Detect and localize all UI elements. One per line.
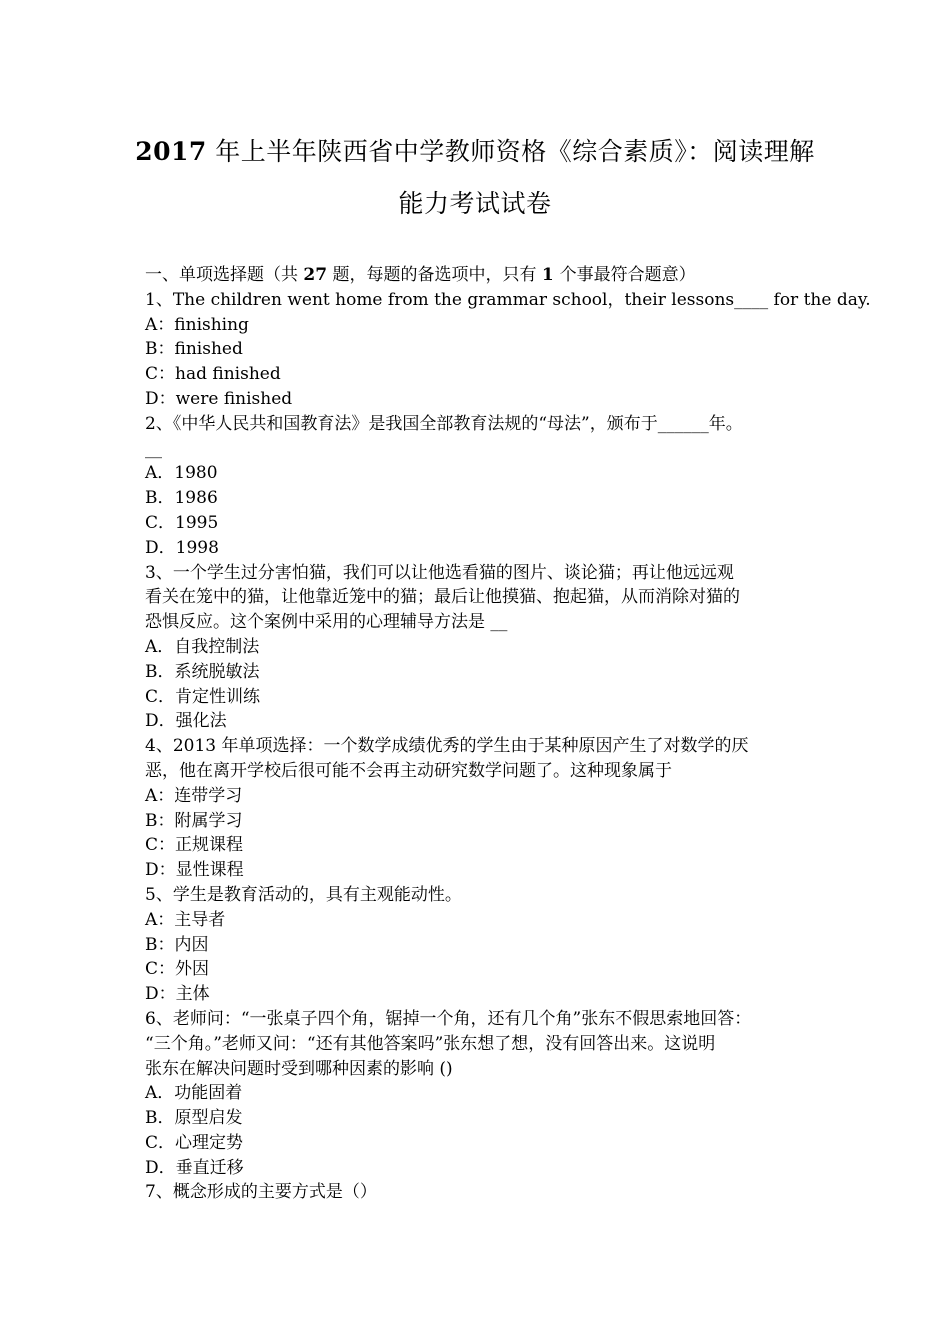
question-stem-continued: “三个角。”老师又问：“还有其他答案吗”张东想了想，没有回答出来。这说明	[145, 1033, 716, 1054]
title-text: 年上半年陕西省中学教师资格《综合素质》：阅读理解	[206, 137, 815, 166]
option-d: D．垂直迁移	[145, 1157, 244, 1178]
option-a: A．功能固着	[145, 1083, 243, 1104]
option-c: C．心理定势	[145, 1132, 244, 1153]
option-b: B．1986	[145, 488, 218, 509]
question-stem: 2、《中华人民共和国教育法》是我国全部教育法规的“母法”，颁布于______年。	[145, 413, 743, 434]
option-c: C．1995	[145, 512, 219, 533]
question-stem: 4、2013 年单项选择：一个数学成绩优秀的学生由于某种原因产生了对数学的厌	[145, 736, 749, 757]
question-stem: 5、学生是教育活动的，具有主观能动性。	[145, 884, 462, 905]
document-title-line-2: 能力考试试卷	[398, 189, 552, 218]
question-4	[145, 734, 810, 883]
option-a: A：finishing	[145, 314, 249, 335]
question-1	[145, 288, 871, 412]
option-d: D．1998	[145, 537, 219, 558]
option-b: B：附属学习	[145, 810, 243, 831]
option-a: A．自我控制法	[145, 636, 260, 657]
option-d: D．强化法	[145, 711, 227, 732]
option-a: A：主导者	[145, 909, 226, 930]
question-stem-continued: 看关在笼中的猫，让他靠近笼中的猫；最后让他摸猫、抱起猫，从而消除对猫的	[145, 587, 740, 608]
option-d: D：显性课程	[145, 860, 244, 881]
option-c: C：正规课程	[145, 835, 244, 856]
section-header: 一、单项选择题（共 27 题，每题的备选项中，只有 1 个事最符合题意）	[145, 265, 696, 285]
option-d: D：主体	[145, 984, 210, 1005]
option-d: D：were finished	[145, 388, 293, 409]
option-c: C：外因	[145, 959, 210, 980]
question-stem-continued: __	[145, 438, 162, 459]
option-c: C：had finished	[145, 364, 281, 385]
question-stem: 7、概念形成的主要方式是（）	[145, 1182, 377, 1203]
option-a: A：连带学习	[145, 785, 243, 806]
question-stem-continued: 恐惧反应。这个案例中采用的心理辅导方法是 __	[145, 612, 508, 633]
exam-content	[145, 263, 871, 1205]
option-b: B：finished	[145, 339, 243, 360]
option-b: B．系统脱敏法	[145, 661, 260, 682]
question-3	[145, 561, 810, 735]
option-c: C．肯定性训练	[145, 686, 261, 707]
question-6	[145, 1007, 810, 1181]
question-stem-continued: 张东在解决问题时受到哪种因素的影响 ()	[145, 1058, 453, 1079]
question-2	[145, 412, 810, 561]
title-year: 2017	[135, 137, 207, 166]
question-stem: 6、老师问：“一张桌子四个角，锯掉一个角，还有几个角”张东不假思索地回答：	[145, 1008, 752, 1029]
option-b: B．原型启发	[145, 1108, 243, 1129]
question-7	[145, 1180, 810, 1205]
option-a: A．1980	[145, 463, 218, 484]
question-stem-continued: 恶，他在离开学校后很可能不会再主动研究数学问题了。这种现象属于	[145, 760, 672, 781]
document-title-line-1	[120, 137, 830, 167]
question-stem: 3、一个学生过分害怕猫，我们可以让他选看猫的图片、谈论猫；再让他远远观	[145, 562, 734, 583]
option-b: B：内因	[145, 934, 209, 955]
question-5	[145, 883, 810, 1007]
question-stem: 1、The children went home from the grammar school，their lessons____ for the day.	[145, 289, 871, 310]
